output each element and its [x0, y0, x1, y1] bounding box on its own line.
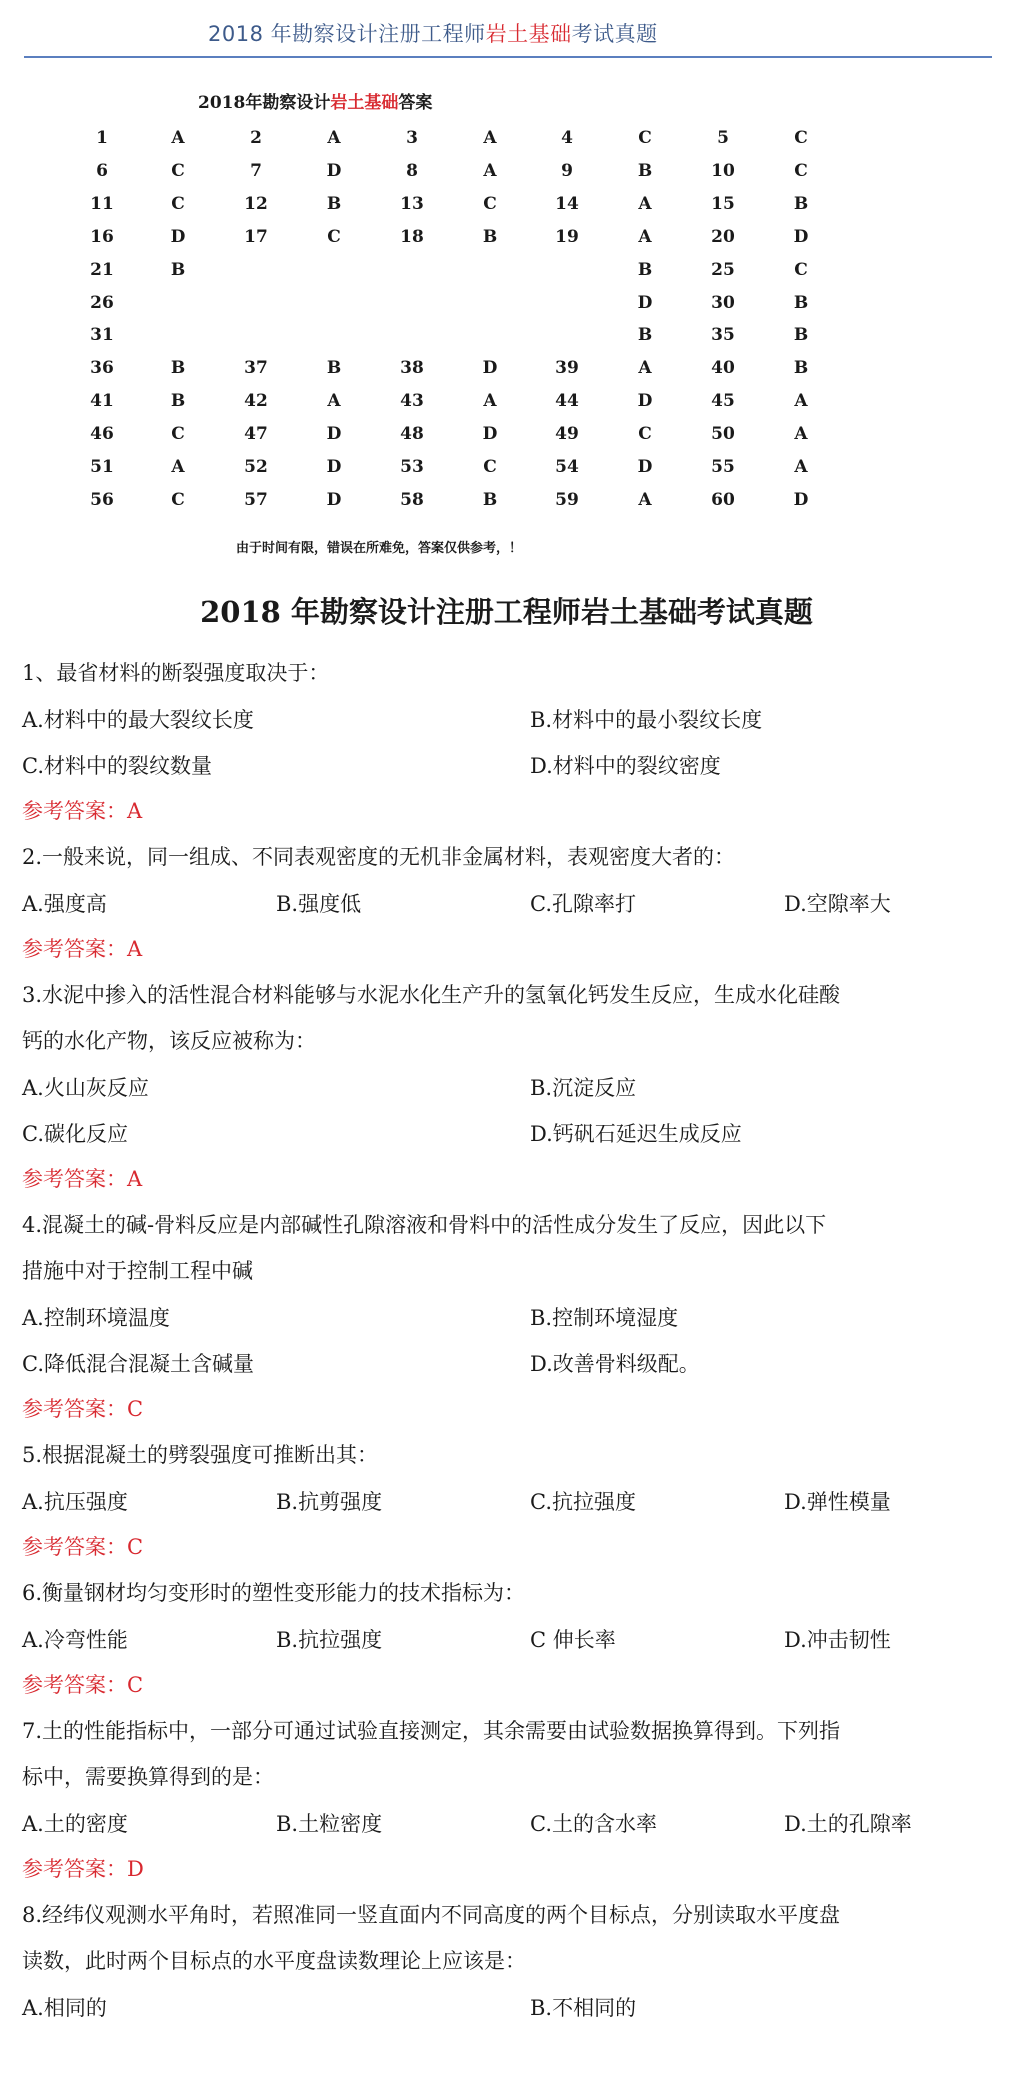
answer-letter: C — [794, 160, 808, 181]
question-number: 1 — [96, 128, 108, 148]
answer-option: D.改善骨料级配。 — [530, 1352, 700, 1376]
question-text: 3.水泥中掺入的活性混合材料能够与水泥水化生产升的氢氧化钙发生反应，生成水化硅酸 — [22, 983, 841, 1007]
answer-letter: D — [793, 489, 809, 510]
question-text: 读数，此时两个目标点的水平度盘读数理论上应该是： — [22, 1949, 526, 1973]
answer-letter: D — [326, 457, 342, 477]
answer-option: B.不相同的 — [530, 1996, 637, 2020]
reference-answer: 参考答案：A — [22, 1167, 143, 1191]
answer-letter: C — [327, 226, 341, 247]
question-number: 9 — [561, 160, 573, 181]
answer-option: A.火山灰反应 — [22, 1076, 149, 1100]
question-number: 14 — [555, 193, 579, 214]
answer-letter: B — [326, 358, 342, 379]
answer-option: B.控制环境湿度 — [530, 1306, 679, 1330]
question-text: 钙的水化产物，该反应被称为： — [22, 1029, 316, 1053]
option-row — [22, 1984, 997, 2030]
question-number: 11 — [90, 193, 114, 214]
answer-option: B.抗拉强度 — [276, 1628, 383, 1652]
question-number: 25 — [711, 259, 735, 280]
answer-key-row — [0, 391, 1013, 419]
reference-answer: 参考答案：A — [22, 799, 143, 823]
question-number: 53 — [400, 457, 424, 477]
answer-option: B.抗剪强度 — [276, 1490, 383, 1514]
answer-key-row — [0, 227, 1013, 255]
question-number: 13 — [400, 193, 424, 214]
answer-option: D.材料中的裂纹密度 — [530, 754, 721, 778]
reference-answer: 参考答案：C — [22, 1535, 144, 1559]
answer-letter: B — [793, 358, 809, 379]
answer-letter: D — [637, 391, 653, 412]
answer-option: C.碳化反应 — [22, 1122, 128, 1146]
question-number: 55 — [711, 457, 735, 477]
answer-option: B.材料中的最小裂纹长度 — [530, 708, 763, 732]
question-number: 37 — [244, 358, 268, 379]
answer-key-note: 由于时间有限，错误在所难免，答案仅供参考，！ — [236, 541, 523, 556]
answer-key-row — [0, 293, 1013, 321]
answer-option: C.抗拉强度 — [530, 1490, 636, 1514]
answer-key-row — [0, 161, 1013, 189]
option-row — [22, 1294, 997, 1340]
answer-option: C.孔隙率打 — [530, 892, 636, 916]
answer-option: A.土的密度 — [22, 1812, 128, 1836]
answer-option: C 伸长率 — [530, 1628, 616, 1652]
question-number: 7 — [250, 160, 262, 181]
question-number: 3 — [406, 128, 418, 148]
question-number: 57 — [244, 489, 268, 510]
answer-letter: D — [793, 226, 809, 247]
answer-letter: C — [638, 128, 652, 148]
answer-option: B.强度低 — [276, 892, 362, 916]
question-number: 5 — [717, 128, 729, 148]
option-row — [22, 1616, 997, 1662]
question-number: 2 — [250, 128, 262, 148]
answer-letter: B — [793, 193, 809, 214]
option-row — [22, 1064, 997, 1110]
question-number: 40 — [711, 358, 735, 379]
option-row — [22, 880, 997, 926]
question-number: 26 — [90, 292, 114, 313]
answer-option: B.沉淀反应 — [530, 1076, 637, 1100]
option-row — [22, 696, 997, 742]
answer-letter: C — [794, 259, 808, 280]
answer-option: A.强度高 — [22, 892, 107, 916]
answer-key-row — [0, 128, 1013, 156]
question-number: 17 — [244, 226, 268, 247]
question-number: 30 — [711, 292, 735, 313]
question-text: 4.混凝土的碱-骨料反应是内部碱性孔隙溶液和骨料中的活性成分发生了反应，因此以下 — [22, 1213, 827, 1237]
answer-letter: B — [482, 489, 498, 510]
answer-key-row — [0, 424, 1013, 452]
answer-letter: C — [794, 128, 808, 148]
question-number: 42 — [244, 391, 268, 412]
answer-option: D.冲击韧性 — [784, 1628, 891, 1652]
answer-option: C.土的含水率 — [530, 1812, 657, 1836]
answer-letter: B — [170, 391, 186, 412]
answer-letter: A — [638, 193, 652, 214]
question-number: 15 — [711, 193, 735, 214]
question-number: 60 — [711, 489, 735, 510]
question-list — [22, 650, 997, 2030]
answer-key-row — [0, 325, 1013, 353]
answer-letter: B — [793, 292, 809, 313]
answer-option: A.控制环境温度 — [22, 1306, 170, 1330]
answer-key-row — [0, 457, 1013, 485]
answer-option: A.冷弯性能 — [22, 1628, 128, 1652]
question-text: 1、最省材料的断裂强度取决于： — [22, 661, 330, 685]
question-number: 35 — [711, 325, 735, 346]
question-number: 52 — [244, 457, 268, 477]
answer-letter: D — [326, 160, 342, 181]
question-number: 4 — [561, 128, 573, 148]
answer-letter: B — [170, 358, 186, 379]
answer-option: D.土的孔隙率 — [784, 1812, 912, 1836]
answer-letter: A — [638, 489, 652, 510]
question-number: 18 — [400, 226, 424, 247]
answer-letter: A — [327, 128, 341, 148]
question-number: 45 — [711, 391, 735, 412]
question-number: 16 — [90, 226, 114, 247]
question-number: 10 — [711, 160, 735, 181]
answer-option: D.钙矾石延迟生成反应 — [530, 1122, 742, 1146]
answer-letter: A — [483, 160, 497, 181]
answer-key-row — [0, 194, 1013, 222]
answer-letter: B — [326, 193, 342, 214]
question-text: 6.衡量钢材均匀变形时的塑性变形能力的技术指标为： — [22, 1581, 526, 1605]
answer-letter: D — [170, 226, 186, 247]
answer-letter: D — [326, 424, 342, 445]
answer-key-title: 2018年勘察设计岩土基础答案 — [198, 93, 433, 113]
answer-letter: A — [794, 424, 808, 445]
answer-letter: D — [482, 424, 498, 445]
question-number: 39 — [555, 358, 579, 379]
answer-letter: A — [171, 128, 185, 148]
reference-answer: 参考答案：C — [22, 1673, 144, 1697]
question-number: 19 — [555, 226, 579, 247]
question-number: 8 — [406, 160, 418, 181]
answer-letter: D — [326, 489, 342, 510]
reference-answer: 参考答案：D — [22, 1857, 144, 1881]
question-number: 43 — [400, 391, 424, 412]
option-row — [22, 1478, 997, 1524]
answer-letter: B — [793, 325, 809, 346]
answer-letter: C — [638, 424, 652, 445]
question-text: 7.土的性能指标中，一部分可通过试验直接测定，其余需要由试验数据换算得到。下列指 — [22, 1719, 841, 1743]
answer-letter: B — [637, 259, 653, 280]
question-text: 5.根据混凝土的劈裂强度可推断出其： — [22, 1443, 379, 1467]
header-title: 2018 年勘察设计注册工程师岩土基础考试真题 — [208, 22, 658, 46]
answer-letter: A — [794, 391, 808, 412]
answer-letter: D — [637, 292, 653, 313]
question-number: 41 — [90, 391, 114, 412]
answer-letter: A — [483, 391, 497, 412]
answer-option: C.降低混合混凝土含碱量 — [22, 1352, 254, 1376]
option-row — [22, 742, 997, 788]
answer-option: D.弹性模量 — [784, 1490, 891, 1514]
answer-letter: B — [637, 160, 653, 181]
question-number: 21 — [90, 259, 114, 280]
answer-key-row — [0, 358, 1013, 386]
question-text: 2.一般来说，同一组成、不同表观密度的无机非金属材料，表观密度大者的： — [22, 845, 736, 869]
answer-letter: C — [171, 489, 185, 510]
answer-option: B.土粒密度 — [276, 1812, 383, 1836]
answer-option: A.抗压强度 — [22, 1490, 128, 1514]
question-number: 44 — [555, 391, 579, 412]
answer-letter: B — [170, 259, 186, 280]
question-number: 48 — [400, 424, 424, 445]
question-number: 47 — [244, 424, 268, 445]
question-text: 措施中对于控制工程中碱 — [22, 1259, 253, 1283]
answer-letter: A — [171, 457, 185, 477]
question-number: 56 — [90, 489, 114, 510]
answer-letter: A — [483, 128, 497, 148]
answer-letter: D — [482, 358, 498, 379]
option-row — [22, 1800, 997, 1846]
option-row — [22, 1340, 997, 1386]
reference-answer: 参考答案：C — [22, 1397, 144, 1421]
answer-option: A.相同的 — [22, 1996, 107, 2020]
answer-key-row — [0, 490, 1013, 518]
answer-letter: A — [327, 391, 341, 412]
question-number: 58 — [400, 489, 424, 510]
answer-key-row — [0, 260, 1013, 288]
question-number: 12 — [244, 193, 268, 214]
question-number: 59 — [555, 489, 579, 510]
header-divider — [24, 56, 992, 58]
question-number: 38 — [400, 358, 424, 379]
question-number: 49 — [555, 424, 579, 445]
answer-letter: C — [171, 160, 185, 181]
question-text: 标中，需要换算得到的是： — [22, 1765, 274, 1789]
question-text: 8.经纬仪观测水平角时，若照准同一竖直面内不同高度的两个目标点，分别读取水平度盘 — [22, 1903, 841, 1927]
question-number: 50 — [711, 424, 735, 445]
answer-letter: C — [483, 457, 497, 477]
answer-letter: C — [483, 193, 497, 214]
answer-letter: C — [171, 193, 185, 214]
answer-letter: C — [171, 424, 185, 445]
question-number: 20 — [711, 226, 735, 247]
question-number: 36 — [90, 358, 114, 379]
question-number: 54 — [555, 457, 579, 477]
answer-letter: A — [638, 358, 652, 379]
question-number: 51 — [90, 457, 114, 477]
answer-option: C.材料中的裂纹数量 — [22, 754, 212, 778]
answer-letter: B — [482, 226, 498, 247]
answer-letter: A — [638, 226, 652, 247]
reference-answer: 参考答案：A — [22, 937, 143, 961]
question-number: 6 — [96, 160, 108, 181]
page-header — [0, 0, 1013, 58]
answer-letter: B — [637, 325, 653, 346]
answer-letter: A — [794, 457, 808, 477]
document-title: 2018 年勘察设计注册工程师岩土基础考试真题 — [200, 595, 813, 629]
question-number: 31 — [90, 325, 114, 346]
answer-letter: D — [637, 457, 653, 477]
answer-option: D.空隙率大 — [784, 892, 891, 916]
option-row — [22, 1110, 997, 1156]
answer-option: A.材料中的最大裂纹长度 — [22, 708, 254, 732]
question-number: 46 — [90, 424, 114, 445]
